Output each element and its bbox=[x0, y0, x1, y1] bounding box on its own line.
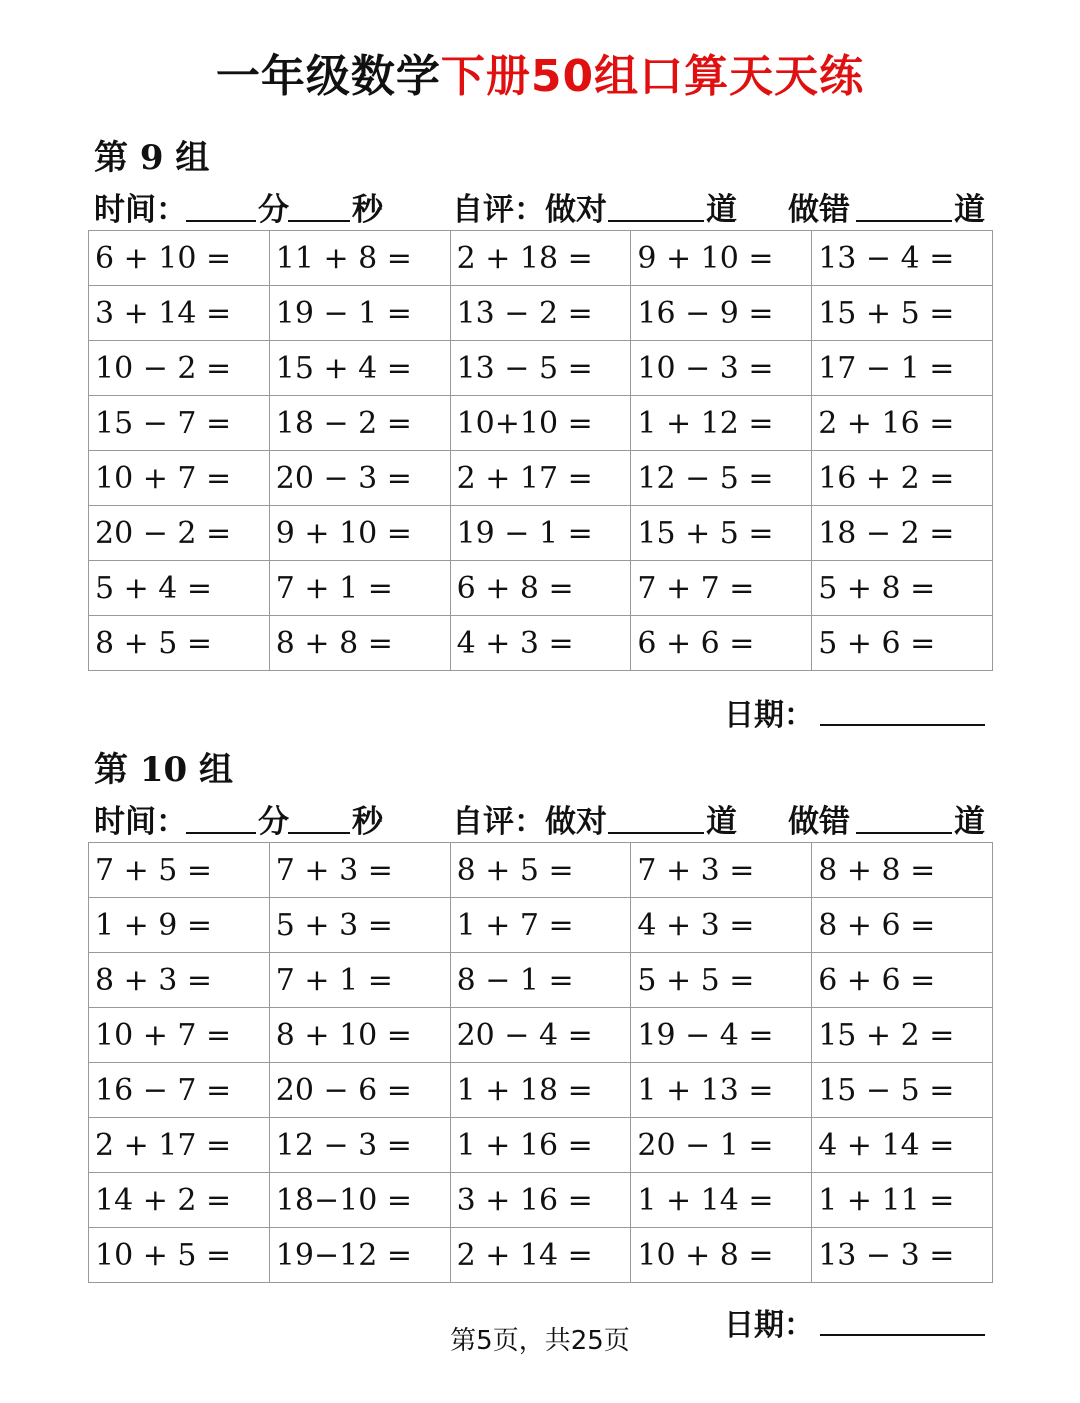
time-label: 时间： bbox=[94, 804, 187, 840]
problem-cell[interactable]: 18 − 2 = bbox=[812, 506, 993, 561]
problem-row bbox=[89, 1228, 993, 1283]
date-label: 日期： bbox=[724, 1308, 814, 1343]
wrong-unit: 道 bbox=[954, 192, 985, 228]
problem-cell[interactable]: 3 + 16 = bbox=[450, 1173, 631, 1228]
problem-row bbox=[89, 616, 993, 671]
problem-cell[interactable]: 2 + 16 = bbox=[812, 396, 993, 451]
wrong-count-blank[interactable] bbox=[856, 220, 952, 222]
correct-count-blank[interactable] bbox=[608, 220, 704, 222]
problem-cell[interactable]: 6 + 8 = bbox=[450, 561, 631, 616]
minute-label: 分 bbox=[258, 192, 289, 228]
problem-cell[interactable]: 1 + 9 = bbox=[89, 898, 270, 953]
problem-cell[interactable]: 15 − 7 = bbox=[89, 396, 270, 451]
worksheet-title bbox=[0, 40, 1080, 104]
problem-cell[interactable]: 7 + 3 = bbox=[631, 843, 812, 898]
problem-cell[interactable]: 7 + 1 = bbox=[269, 953, 450, 1008]
problem-cell[interactable]: 2 + 17 = bbox=[450, 451, 631, 506]
problem-cell[interactable]: 5 + 6 = bbox=[812, 616, 993, 671]
problem-row bbox=[89, 1173, 993, 1228]
problem-cell[interactable]: 1 + 11 = bbox=[812, 1173, 993, 1228]
problem-cell[interactable]: 10 − 3 = bbox=[631, 341, 812, 396]
problem-cell[interactable]: 20 − 1 = bbox=[631, 1118, 812, 1173]
problem-cell[interactable]: 15 + 5 = bbox=[812, 286, 993, 341]
problem-cell[interactable]: 13 − 2 = bbox=[450, 286, 631, 341]
problem-cell[interactable]: 19 − 1 = bbox=[269, 286, 450, 341]
date-blank[interactable] bbox=[820, 724, 985, 726]
problem-cell[interactable]: 8 + 5 = bbox=[89, 616, 270, 671]
problem-cell[interactable]: 7 + 1 = bbox=[269, 561, 450, 616]
problem-cell[interactable]: 1 + 13 = bbox=[631, 1063, 812, 1118]
problem-cell[interactable]: 6 + 10 = bbox=[89, 231, 270, 286]
problem-cell[interactable]: 3 + 14 = bbox=[89, 286, 270, 341]
problem-cell[interactable]: 6 + 6 = bbox=[631, 616, 812, 671]
self-eval-label: 自评：做对 bbox=[452, 192, 607, 228]
second-blank[interactable] bbox=[288, 220, 350, 222]
problem-grid bbox=[88, 230, 993, 671]
problem-cell[interactable]: 1 + 18 = bbox=[450, 1063, 631, 1118]
problem-cell[interactable]: 1 + 16 = bbox=[450, 1118, 631, 1173]
problem-cell[interactable]: 15 + 4 = bbox=[269, 341, 450, 396]
minute-label: 分 bbox=[258, 804, 289, 840]
group-title: 第 10 组 bbox=[94, 750, 233, 790]
problem-row bbox=[89, 396, 993, 451]
problem-row bbox=[89, 898, 993, 953]
time-label: 时间： bbox=[94, 192, 187, 228]
wrong-label: 做错 bbox=[788, 804, 850, 840]
problem-cell[interactable]: 10 − 2 = bbox=[89, 341, 270, 396]
problem-cell[interactable]: 19−12 = bbox=[269, 1228, 450, 1283]
problem-cell[interactable]: 20 − 3 = bbox=[269, 451, 450, 506]
title-black-part: 一年级数学 bbox=[215, 51, 441, 102]
title-red-part: 下册50组口算天天练 bbox=[440, 51, 865, 102]
problem-row bbox=[89, 341, 993, 396]
problem-row bbox=[89, 1118, 993, 1173]
problem-cell[interactable]: 13 − 4 = bbox=[812, 231, 993, 286]
problem-cell[interactable]: 11 + 8 = bbox=[269, 231, 450, 286]
problem-cell[interactable]: 18−10 = bbox=[269, 1173, 450, 1228]
problem-cell[interactable]: 8 + 5 = bbox=[450, 843, 631, 898]
wrong-count-blank[interactable] bbox=[856, 832, 952, 834]
problem-cell[interactable]: 20 − 4 = bbox=[450, 1008, 631, 1063]
problem-row bbox=[89, 286, 993, 341]
problem-cell[interactable]: 10 + 8 = bbox=[631, 1228, 812, 1283]
problem-cell[interactable]: 8 + 6 = bbox=[812, 898, 993, 953]
info-row bbox=[94, 184, 989, 228]
problem-cell[interactable]: 10 + 5 = bbox=[89, 1228, 270, 1283]
problem-cell[interactable]: 17 − 1 = bbox=[812, 341, 993, 396]
problem-cell[interactable]: 8 + 8 = bbox=[269, 616, 450, 671]
problem-cell[interactable]: 2 + 17 = bbox=[89, 1118, 270, 1173]
problem-row bbox=[89, 953, 993, 1008]
problem-cell[interactable]: 1 + 7 = bbox=[450, 898, 631, 953]
problem-cell[interactable]: 14 + 2 = bbox=[89, 1173, 270, 1228]
problem-cell[interactable]: 4 + 14 = bbox=[812, 1118, 993, 1173]
problem-cell[interactable]: 5 + 4 = bbox=[89, 561, 270, 616]
problem-cell[interactable]: 4 + 3 = bbox=[450, 616, 631, 671]
problem-cell[interactable]: 5 + 5 = bbox=[631, 953, 812, 1008]
problem-cell[interactable]: 8 + 8 = bbox=[812, 843, 993, 898]
problem-cell[interactable]: 7 + 3 = bbox=[269, 843, 450, 898]
correct-unit: 道 bbox=[706, 192, 737, 228]
problem-row bbox=[89, 506, 993, 561]
problem-cell[interactable]: 2 + 14 = bbox=[450, 1228, 631, 1283]
problem-cell[interactable]: 9 + 10 = bbox=[269, 506, 450, 561]
problem-cell[interactable]: 20 − 6 = bbox=[269, 1063, 450, 1118]
problem-row bbox=[89, 1063, 993, 1118]
problem-cell[interactable]: 20 − 2 = bbox=[89, 506, 270, 561]
wrong-label: 做错 bbox=[788, 192, 850, 228]
problem-cell[interactable]: 16 − 9 = bbox=[631, 286, 812, 341]
problem-cell[interactable]: 8 + 10 = bbox=[269, 1008, 450, 1063]
problem-cell[interactable]: 13 − 5 = bbox=[450, 341, 631, 396]
problem-row bbox=[89, 451, 993, 506]
problem-cell[interactable]: 5 + 8 = bbox=[812, 561, 993, 616]
correct-count-blank[interactable] bbox=[608, 832, 704, 834]
problem-row bbox=[89, 231, 993, 286]
problem-cell[interactable]: 12 − 3 = bbox=[269, 1118, 450, 1173]
self-eval-label: 自评：做对 bbox=[452, 804, 607, 840]
problem-cell[interactable]: 16 + 2 = bbox=[812, 451, 993, 506]
problem-cell[interactable]: 8 + 3 = bbox=[89, 953, 270, 1008]
second-blank[interactable] bbox=[288, 832, 350, 834]
problem-cell[interactable]: 8 − 1 = bbox=[450, 953, 631, 1008]
problem-cell[interactable]: 5 + 3 = bbox=[269, 898, 450, 953]
problem-cell[interactable]: 4 + 3 = bbox=[631, 898, 812, 953]
problem-cell[interactable]: 10 + 7 = bbox=[89, 1008, 270, 1063]
problem-cell[interactable]: 18 − 2 = bbox=[269, 396, 450, 451]
problem-cell[interactable]: 19 − 1 = bbox=[450, 506, 631, 561]
problem-cell[interactable]: 10 + 7 = bbox=[89, 451, 270, 506]
page-footer: 第5页，共25页 bbox=[450, 1326, 630, 1356]
problem-cell[interactable]: 15 + 2 = bbox=[812, 1008, 993, 1063]
correct-unit: 道 bbox=[706, 804, 737, 840]
problem-row bbox=[89, 561, 993, 616]
problem-cell[interactable]: 16 − 7 = bbox=[89, 1063, 270, 1118]
second-label: 秒 bbox=[352, 192, 383, 228]
info-row bbox=[94, 796, 989, 840]
problem-row bbox=[89, 1008, 993, 1063]
problem-row bbox=[89, 843, 993, 898]
minute-blank[interactable] bbox=[186, 832, 256, 834]
problem-cell[interactable]: 12 − 5 = bbox=[631, 451, 812, 506]
problem-cell[interactable]: 9 + 10 = bbox=[631, 231, 812, 286]
problem-cell[interactable]: 6 + 6 = bbox=[812, 953, 993, 1008]
problem-cell[interactable]: 15 − 5 = bbox=[812, 1063, 993, 1118]
problem-cell[interactable]: 15 + 5 = bbox=[631, 506, 812, 561]
date-label: 日期： bbox=[724, 698, 814, 733]
problem-cell[interactable]: 7 + 7 = bbox=[631, 561, 812, 616]
problem-cell[interactable]: 1 + 12 = bbox=[631, 396, 812, 451]
problem-grid bbox=[88, 842, 993, 1283]
minute-blank[interactable] bbox=[186, 220, 256, 222]
problem-cell[interactable]: 2 + 18 = bbox=[450, 231, 631, 286]
problem-cell[interactable]: 7 + 5 = bbox=[89, 843, 270, 898]
problem-cell[interactable]: 10+10 = bbox=[450, 396, 631, 451]
group-title: 第 9 组 bbox=[94, 138, 210, 178]
wrong-unit: 道 bbox=[954, 804, 985, 840]
second-label: 秒 bbox=[352, 804, 383, 840]
problem-cell[interactable]: 13 − 3 = bbox=[812, 1228, 993, 1283]
problem-cell[interactable]: 19 − 4 = bbox=[631, 1008, 812, 1063]
problem-cell[interactable]: 1 + 14 = bbox=[631, 1173, 812, 1228]
